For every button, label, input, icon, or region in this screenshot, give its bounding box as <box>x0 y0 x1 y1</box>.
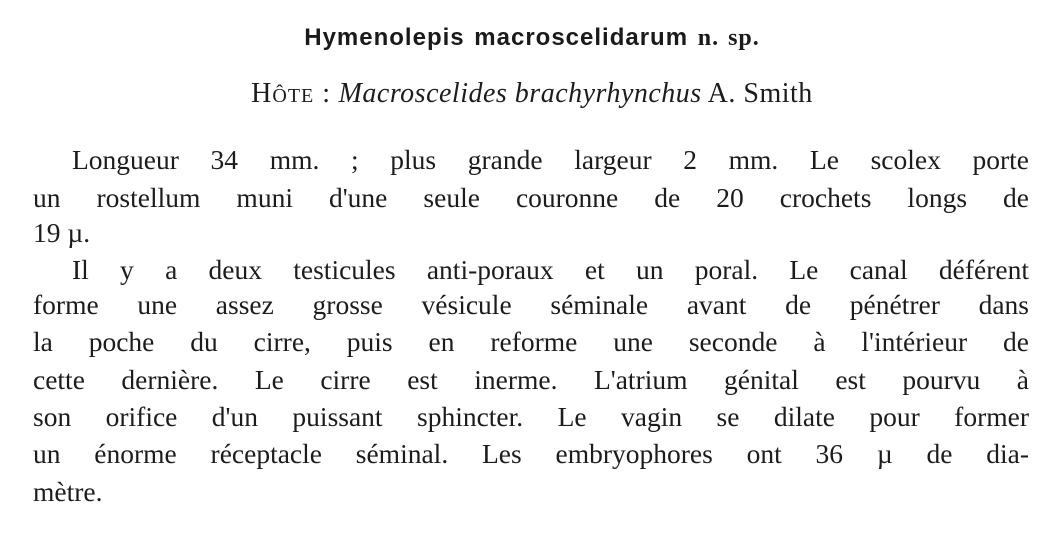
species-name: Hymenolepis macroscelidarum <box>304 24 689 51</box>
host-authority: A. Smith <box>707 78 813 109</box>
paragraph-line: la poche du cirre, puis en reforme une seconde à l'intérieur de <box>33 326 1029 357</box>
paragraph-line: son orifice d'un puissant sphincter. Le vagin se dilate pour former <box>33 401 1029 432</box>
species-suffix: n. sp. <box>697 25 760 51</box>
paragraph-line: forme une assez grosse vésicule séminale avant de pénétrer dans <box>33 289 1029 320</box>
paragraph-line: mètre. <box>33 476 103 507</box>
host-line <box>0 78 1064 110</box>
paragraph-line: Longueur 34 mm. ; plus grande largeur 2 mm. Le scolex porte <box>72 144 1029 175</box>
species-title <box>0 24 1064 52</box>
host-species: Macroscelides brachyrhynchus <box>338 78 702 109</box>
paragraph-line: un énorme réceptacle séminal. Les embryophores ont 36 µ de dia- <box>33 438 1029 469</box>
host-label: Hôte : <box>251 78 332 109</box>
paragraph-line: 19 µ. <box>33 217 91 248</box>
paragraph-line: Il y a deux testicules anti-poraux et un poral. Le canal déférent <box>72 254 1029 285</box>
paragraph-line: un rostellum muni d'une seule couronne de 20 crochets longs de <box>33 182 1029 213</box>
paragraph-line: cette dernière. Le cirre est inerme. L'atrium génital est pourvu à <box>33 364 1029 395</box>
